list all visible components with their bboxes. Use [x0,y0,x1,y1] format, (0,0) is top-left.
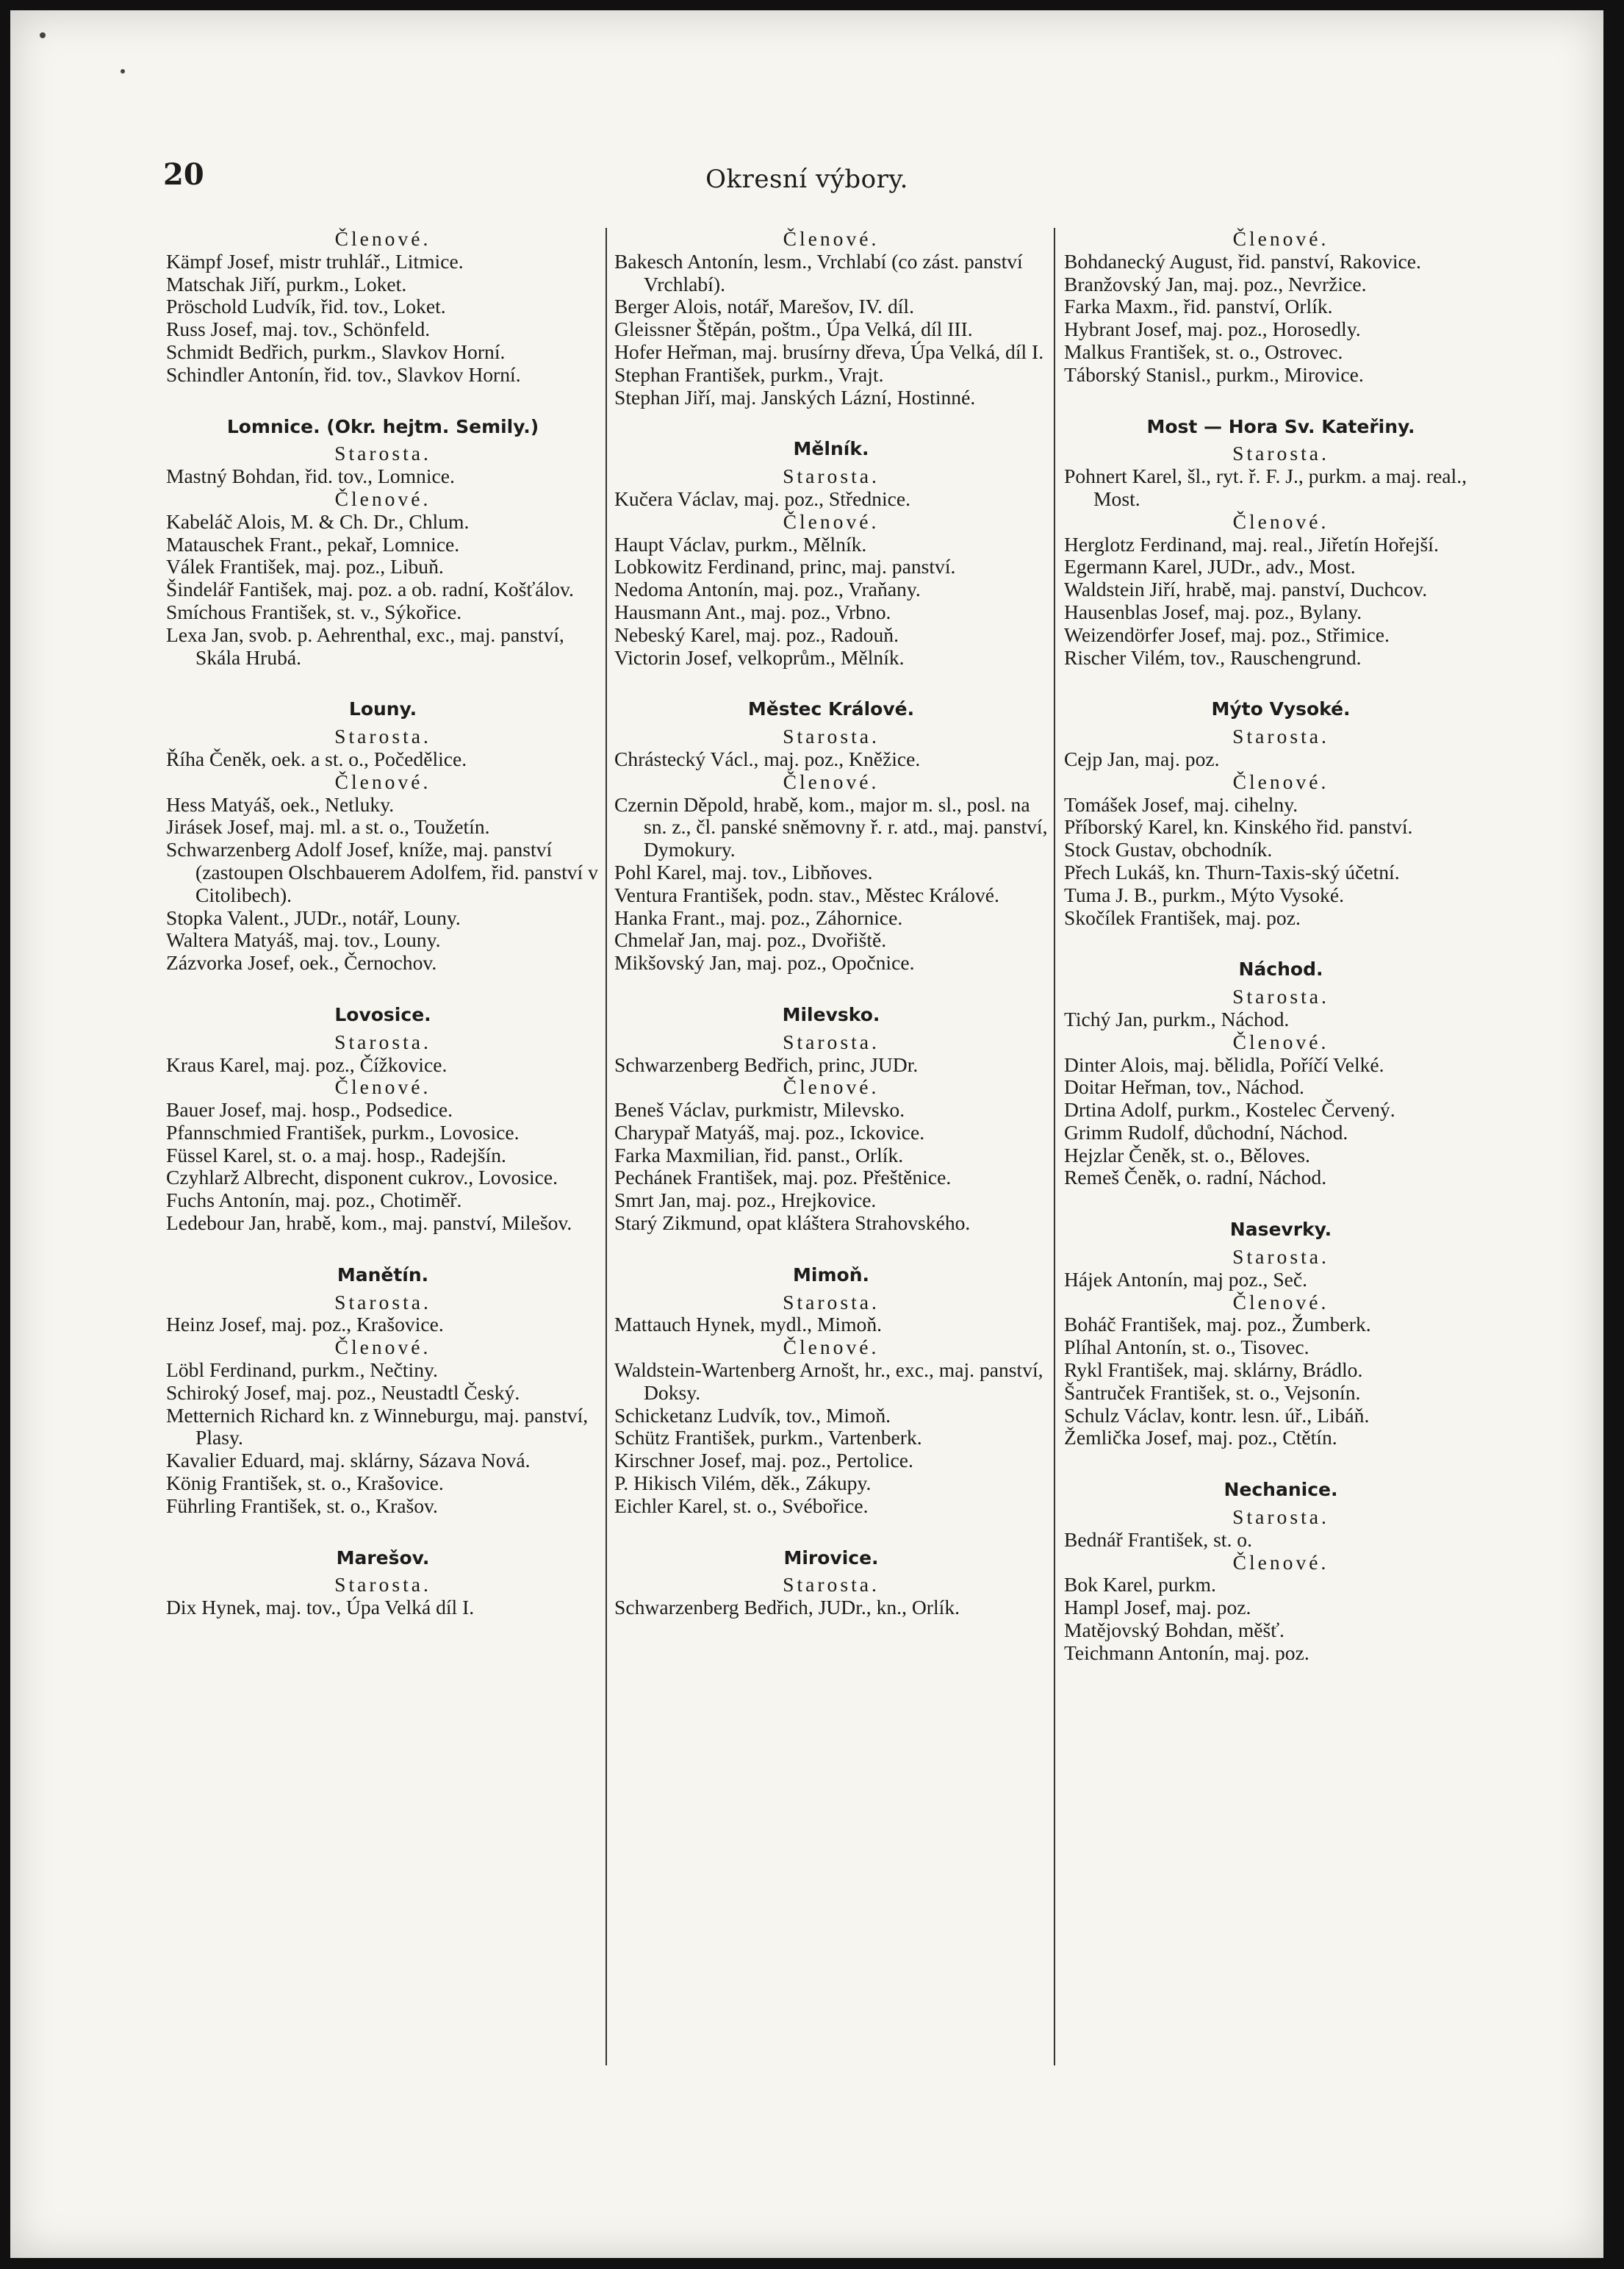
running-head: Okresní výbory. [705,165,908,194]
section-heading: Manětín. [337,1263,429,1286]
member-entry: Cejp Jan, maj. poz. [1064,747,1220,770]
member-entry: Stephan Jiří, maj. Janských Lázní, Hostinné. [614,385,976,409]
role-heading: Členové. [1232,1290,1329,1313]
member-entry: Pröschold Ludvík, řid. tov., Loket. [166,295,446,318]
member-entry: Schindler Antonín, řid. tov., Slavkov Horní. [166,362,521,386]
member-entry: Charypař Matyáš, maj. poz., Ickovice. [614,1120,925,1144]
role-heading: Starosta. [783,725,880,748]
member-entry: Kavalier Eduard, maj. sklárny, Sázava Nová. [166,1449,531,1472]
role-heading: Starosta. [783,1573,880,1596]
member-entry: Czyhlarž Albrecht, disponent cukrov., Lovosice. [166,1166,558,1189]
member-entry: Pohnert Karel, šl., ryt. ř. F. J., purkm. a maj. real., Most. [1064,465,1467,510]
member-entry: Přech Lukáš, kn. Thurn-Taxis-ský účetní. [1064,860,1400,883]
role-heading: Starosta. [1232,1245,1329,1269]
member-entry: Schwarzenberg Bedřich, JUDr., kn., Orlík. [614,1596,960,1619]
member-entry: Tomášek Josef, maj. cihelny. [1064,792,1298,816]
role-heading: Starosta. [334,725,431,748]
role-heading: Starosta. [783,1030,880,1053]
member-entry: Heinz Josef, maj. poz., Krašovice. [166,1313,444,1336]
member-entry: Lobkowitz Ferdinand, princ, maj. panství. [614,555,956,578]
section-heading: Mimoň. [793,1263,869,1286]
member-entry: Löbl Ferdinand, purkm., Nečtiny. [166,1358,438,1382]
member-entry: Kraus Karel, maj. poz., Čížkovice. [166,1053,448,1076]
section-heading: Milevsko. [782,1003,880,1025]
role-heading: Starosta. [334,1030,431,1053]
member-entry: Beneš Václav, purkmistr, Milevsko. [614,1098,905,1122]
role-heading: Členové. [334,1075,431,1099]
member-entry: Kabeláč Alois, M. & Ch. Dr., Chlum. [166,509,470,533]
member-entry: Nebeský Karel, maj. poz., Radouň. [614,623,899,646]
member-entry: Herglotz Ferdinand, maj. real., Jiřetín Hořejší. [1064,532,1439,556]
member-entry: Egermann Karel, JUDr., adv., Most. [1064,555,1356,578]
section-heading: Nechanice. [1224,1479,1338,1501]
member-entry: Eichler Karel, st. o., Svébořice. [614,1494,869,1517]
member-entry: Chmelař Jan, maj. poz., Dvořiště. [614,928,887,952]
member-entry: Nedoma Antonín, maj. poz., Vraňany. [614,578,921,601]
member-entry: Chrástecký Václ., maj. poz., Kněžice. [614,747,921,770]
role-heading: Členové. [334,770,431,793]
member-entry: Ventura František, podn. stav., Městec Králové. [614,883,999,906]
member-entry: Tichý Jan, purkm., Náchod. [1064,1007,1290,1030]
member-entry: Victorin Josef, velkoprům., Mělník. [614,645,905,669]
member-entry: Šantruček František, st. o., Vejsonín. [1064,1380,1361,1404]
section-heading: Marešov. [336,1546,430,1569]
member-entry: Bakesch Antonín, lesm., Vrchlabí (co zást. panství Vrchlabí). [614,249,1023,295]
role-heading: Členové. [1232,1550,1329,1574]
member-entry: Doitar Heřman, tov., Náchod. [1064,1075,1304,1099]
role-heading: Starosta. [334,442,431,465]
member-entry: Kučera Václav, maj. poz., Střednice. [614,487,911,510]
member-entry: Hausenblas Josef, maj. poz., Bylany. [1064,600,1362,623]
member-entry: Waldstein Jiří, hrabě, maj. panství, Duchcov. [1064,578,1428,601]
member-entry: Matschak Jiří, purkm., Loket. [166,272,407,295]
member-entry: Schmidt Bedřich, purkm., Slavkov Horní. [166,340,506,363]
member-entry: Dix Hynek, maj. tov., Úpa Velká díl I. [166,1596,475,1619]
member-entry: Grimm Rudolf, důchodní, Náchod. [1064,1120,1348,1144]
text-column-3 [1064,228,1498,1665]
text-column-2 [614,228,1048,1619]
section-heading: Mýto Vysoké. [1211,698,1351,720]
member-entry: Matějovský Bohdan, měšť. [1064,1619,1285,1642]
member-entry: Jirásek Josef, maj. ml. a st. o., Toužetín. [166,815,490,839]
member-entry: Pohl Karel, maj. tov., Libňoves. [614,860,873,883]
role-heading: Starosta. [334,1573,431,1596]
member-entry: Hejzlar Čeněk, st. o., Běloves. [1064,1143,1310,1166]
role-heading: Starosta. [783,1290,880,1313]
role-heading: Starosta. [1232,985,1329,1008]
role-heading: Starosta. [783,465,880,488]
section-heading: Mělník. [793,438,869,460]
member-entry: Mikšovský Jan, maj. poz., Opočnice. [614,951,915,975]
role-heading: Členové. [783,770,880,793]
member-entry: Bok Karel, purkm. [1064,1573,1216,1596]
member-entry: Bohdanecký August, řid. panství, Rakovice. [1064,249,1421,273]
role-heading: Starosta. [1232,725,1329,748]
role-heading: Členové. [334,227,431,250]
role-heading: Členové. [1232,770,1329,793]
member-entry: Schulz Václav, kontr. lesn. úř., Libáň. [1064,1403,1370,1427]
member-entry: Haupt Václav, purkm., Mělník. [614,532,867,556]
column-rule [1054,228,1055,2065]
member-entry: Pechánek František, maj. poz. Přeštěnice. [614,1166,952,1189]
member-entry: Waltera Matyáš, maj. tov., Louny. [166,928,441,952]
member-entry: Skočílek František, maj. poz. [1064,906,1301,929]
member-entry: Stopka Valent., JUDr., notář, Louny. [166,906,461,929]
member-entry: Russ Josef, maj. tov., Schönfeld. [166,318,431,341]
member-entry: Füssel Karel, st. o. a maj. hosp., Radejšín. [166,1143,506,1166]
member-entry: Schütz František, purkm., Vartenberk. [614,1426,922,1449]
member-entry: Hanka Frant., maj. poz., Záhornice. [614,906,903,929]
member-entry: Tuma J. B., purkm., Mýto Vysoké. [1064,883,1345,906]
member-entry: Malkus František, st. o., Ostrovec. [1064,340,1343,363]
role-heading: Starosta. [334,1290,431,1313]
role-heading: Starosta. [1232,1505,1329,1529]
role-heading: Členové. [783,1336,880,1359]
member-entry: Schicketanz Ludvík, tov., Mimoň. [614,1403,891,1427]
book-page [10,10,1603,2258]
member-entry: Dinter Alois, maj. bělidla, Poříčí Velké. [1064,1053,1384,1076]
member-entry: Hofer Heřman, maj. brusírny dřeva, Úpa Velká, díl I. [614,340,1044,363]
member-entry: Farka Maxmilian, řid. panst., Orlík. [614,1143,904,1166]
member-entry: Remeš Čeněk, o. radní, Náchod. [1064,1166,1327,1189]
member-entry: Ledebour Jan, hrabě, kom., maj. panství, Milešov. [166,1211,572,1235]
page-number: 20 [163,157,204,192]
member-entry: Weizendörfer Josef, maj. poz., Střimice. [1064,623,1390,646]
member-entry: Berger Alois, notář, Marešov, IV. díl. [614,295,914,318]
member-entry: Kämpf Josef, mistr truhlář., Litmice. [166,249,464,273]
member-entry: Hybrant Josef, maj. poz., Horosedly. [1064,318,1361,341]
role-heading: Členové. [783,227,880,250]
section-heading: Nasevrky. [1229,1219,1332,1241]
member-entry: Metternich Richard kn. z Winneburgu, maj. panství, Plasy. [166,1403,589,1449]
section-heading: Most — Hora Sv. Kateřiny. [1146,415,1415,437]
member-entry: Kirschner Josef, maj. poz., Pertolice. [614,1449,913,1472]
role-heading: Členové. [1232,227,1329,250]
section-heading: Lovosice. [334,1003,431,1025]
column-rule [606,228,607,2065]
member-entry: Hájek Antonín, maj poz., Seč. [1064,1267,1308,1291]
member-entry: Válek František, maj. poz., Libuň. [166,555,444,578]
section-heading: Lomnice. (Okr. hejtm. Semily.) [226,415,539,437]
member-entry: Lexa Jan, svob. p. Aehrenthal, exc., maj. panství, Skála Hrubá. [166,623,564,669]
member-entry: Hausmann Ant., maj. poz., Vrbno. [614,600,891,623]
role-heading: Členové. [783,509,880,533]
text-column-1 [166,228,600,1619]
member-entry: Czernin Děpold, hrabě, kom., major m. sl., posl. na sn. z., čl. panské sněmovny ř. r. atd., maj. panství, Dymokury. [614,792,1048,861]
scan-speck [121,69,125,74]
member-entry: Waldstein-Wartenberg Arnošt, hr., exc., maj. panství, Doksy. [614,1358,1043,1404]
member-entry: Zázvorka Josef, oek., Černochov. [166,951,437,975]
role-heading: Členové. [334,1336,431,1359]
member-entry: Žemlička Josef, maj. poz., Ctětín. [1064,1426,1337,1449]
role-heading: Členové. [1232,509,1329,533]
role-heading: Členové. [1232,1030,1329,1053]
member-entry: Táborský Stanisl., purkm., Mirovice. [1064,362,1364,386]
section-heading: Městec Králové. [747,698,915,720]
member-entry: Rischer Vilém, tov., Rauschengrund. [1064,645,1362,669]
member-entry: Schwarzenberg Adolf Josef, kníže, maj. panství (zastoupen Olschbauerem Adolfem, řid. panství v Citolibech). [166,838,598,906]
member-entry: Drtina Adolf, purkm., Kostelec Červený. [1064,1098,1395,1122]
member-entry: Farka Maxm., řid. panství, Orlík. [1064,295,1333,318]
member-entry: Gleissner Štěpán, poštm., Úpa Velká, díl III. [614,318,973,341]
member-entry: Stock Gustav, obchodník. [1064,838,1273,861]
role-heading: Členové. [783,1075,880,1099]
member-entry: Schwarzenberg Bedřich, princ, JUDr. [614,1053,919,1076]
section-heading: Náchod. [1238,958,1323,981]
member-entry: Fuchs Antonín, maj. poz., Chotiměř. [166,1189,462,1212]
section-heading: Mirovice. [783,1546,879,1569]
role-heading: Členové. [334,487,431,510]
member-entry: Mastný Bohdan, řid. tov., Lomnice. [166,465,455,488]
member-entry: Mattauch Hynek, mydl., Mimoň. [614,1313,883,1336]
member-entry: König František, st. o., Krašovice. [166,1472,444,1495]
member-entry: Führling František, st. o., Krašov. [166,1494,438,1517]
member-entry: Příborský Karel, kn. Kinského řid. panství. [1064,815,1413,839]
member-entry: Boháč František, maj. poz., Žumberk. [1064,1313,1371,1336]
member-entry: Stephan František, purkm., Vrajt. [614,362,884,386]
member-entry: Teichmann Antonín, maj. poz. [1064,1641,1309,1664]
role-heading: Starosta. [1232,442,1329,465]
member-entry: Plíhal Antonín, st. o., Tisovec. [1064,1336,1309,1359]
member-entry: Smíchous František, st. v., Sýkořice. [166,600,462,623]
scan-speck [40,32,46,38]
member-entry: Rykl František, maj. sklárny, Brádlo. [1064,1358,1363,1382]
member-entry: Bauer Josef, maj. hosp., Podsedice. [166,1098,453,1122]
member-entry: Schiroký Josef, maj. poz., Neustadtl Český. [166,1380,520,1404]
member-entry: Matauschek Frant., pekař, Lomnice. [166,532,460,556]
member-entry: P. Hikisch Vilém, děk., Zákupy. [614,1472,872,1495]
member-entry: Šindelář Fantišek, maj. poz. a ob. radní, Košťálov. [166,578,574,601]
member-entry: Branžovský Jan, maj. poz., Nevržice. [1064,272,1367,295]
member-entry: Říha Čeněk, oek. a st. o., Počedělice. [166,747,467,770]
section-heading: Louny. [348,698,417,720]
member-entry: Bednář František, st. o. [1064,1527,1252,1551]
member-entry: Pfannschmied František, purkm., Lovosice. [166,1120,520,1144]
member-entry: Starý Zikmund, opat kláštera Strahovského. [614,1211,971,1235]
member-entry: Hess Matyáš, oek., Netluky. [166,792,395,816]
member-entry: Hampl Josef, maj. poz. [1064,1596,1251,1619]
member-entry: Smrt Jan, maj. poz., Hrejkovice. [614,1189,877,1212]
